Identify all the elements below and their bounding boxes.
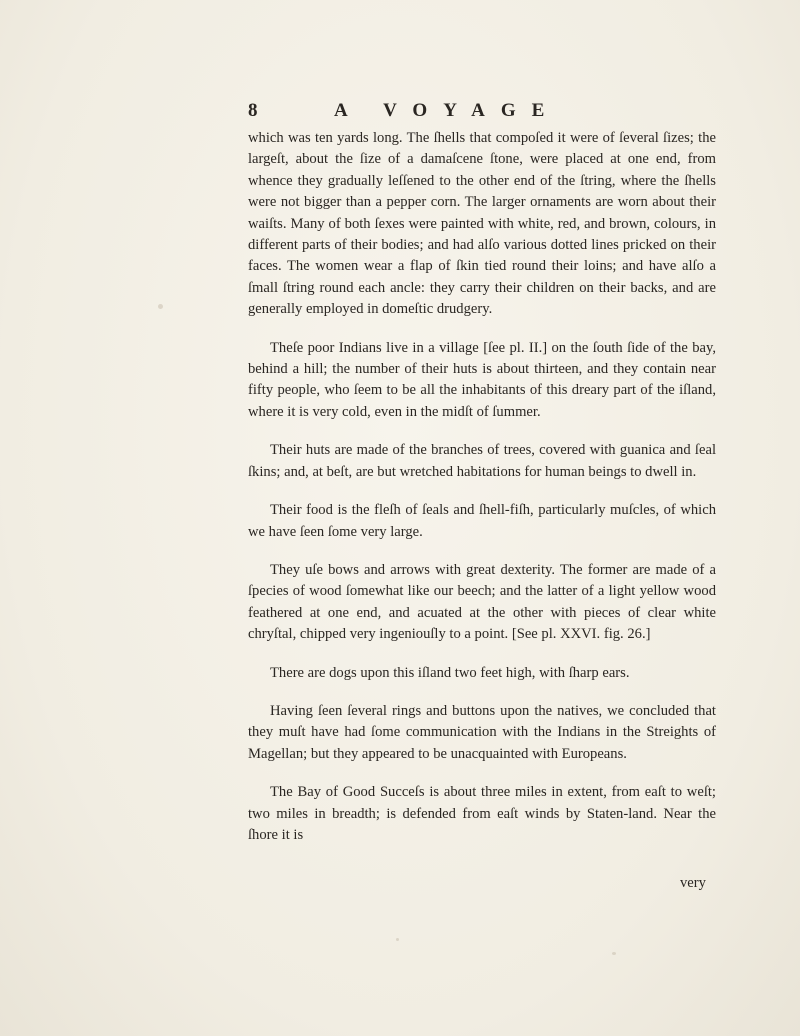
paper-speck <box>158 304 163 309</box>
page-number: 8 <box>248 100 259 121</box>
catchword: very <box>680 875 706 891</box>
paragraph-4: Their food is the fleſh of ſeals and ſhell-fiſh, particularly muſcles, of which we have ſeen ſome very large. <box>248 502 716 540</box>
paragraph-6: There are dogs upon this iſland two feet high, with ſharp ears. <box>270 664 630 681</box>
paragraph-2: Theſe poor Indians live in a village [ſee pl. II.] on the ſouth ſide of the bay, behind a hill; the number of their huts is about thirteen, and they contain near fifty people, who ſeem to be all the inhabitants of this dreary part of the iſland, where it is very cold, even in the midſt of ſummer. <box>248 339 716 420</box>
running-head: A VOYAGE <box>334 100 561 121</box>
page-header <box>248 100 708 126</box>
paragraph-3: Their huts are made of the branches of trees, covered with guanica and ſeal ſkins; and, at beſt, are but wretched habitations for human beings to dwell in. <box>248 442 716 480</box>
body-text <box>248 128 716 863</box>
paragraph-8: The Bay of Good Succeſs is about three miles in extent, from eaſt to weſt; two miles in breadth; is defended from eaſt winds by Staten-land. Near the ſhore it is <box>248 784 716 843</box>
paragraph-5: They uſe bows and arrows with great dexterity. The former are made of a ſpecies of wood ſomewhat like our beech; and the latter of a light yellow wood feathered at one end, and acuated at the other with pieces of clear white chryſtal, chipped very ingeniouſly to a point. [See pl. XXVI. fig. 26.] <box>248 561 716 643</box>
paragraph-1: which was ten yards long. The ſhells that compoſed it were of ſeveral ſizes; the largeſt, about the ſize of a damaſcene ſtone, were placed at one end, from whence they gradually leſſened to the other end of the ſtring, where the ſhells were not bigger than a pepper corn. The larger ornaments are worn about their waiſts. Many of both ſexes were painted with white, red, and brown, colours, in different parts of their bodies; and had alſo various dotted lines pricked on their faces. The women wear a flap of ſkin tied round their loins; and have alſo a ſmall ſtring round each ancle: they carry their children on their backs, and are generally employed in domeſtic drudgery. <box>248 130 716 318</box>
paragraph-7: Having ſeen ſeveral rings and buttons upon the natives, we concluded that they muſt have had ſome communication with the Indians in the Streights of Magellan; but they appeared to be unacquainted with Europeans. <box>248 702 716 762</box>
paper-speck <box>612 952 616 955</box>
paper-speck <box>396 938 399 941</box>
